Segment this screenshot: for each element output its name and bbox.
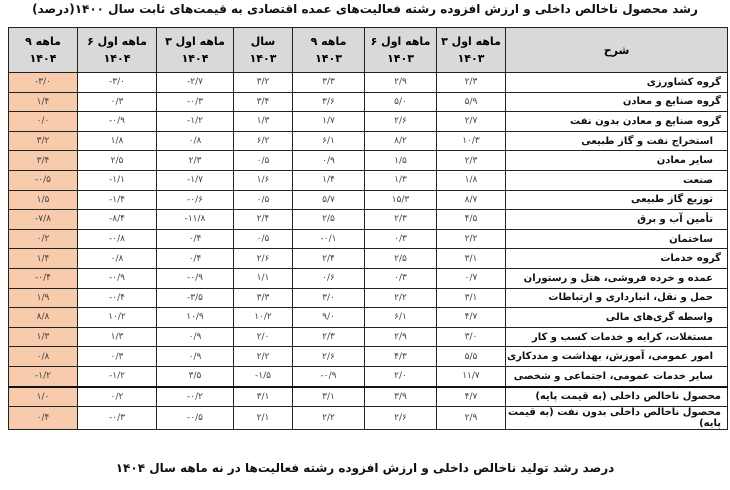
- value-cell-highlighted: -۱/۲: [9, 366, 78, 386]
- column-header: [9, 28, 78, 73]
- value-cell: ۳/۰: [437, 327, 506, 347]
- header-year: ۱۴۰۴: [181, 52, 209, 65]
- value-cell: ۳/۳: [234, 288, 293, 308]
- header-period: سال: [250, 35, 276, 48]
- value-cell: ۴/۵: [437, 210, 506, 230]
- table-row: [9, 170, 728, 190]
- value-cell: ۸/۷: [437, 190, 506, 210]
- value-cell: ۹/۰: [293, 308, 365, 328]
- value-cell-highlighted: ۱/۳: [9, 327, 78, 347]
- header-year: ۱۴۰۳: [315, 52, 342, 65]
- row-label: صنعت: [506, 170, 728, 190]
- header-period: ۹ ماهه: [25, 35, 61, 48]
- value-cell: ۲/۴: [234, 210, 293, 230]
- value-cell: ۰/۹: [157, 327, 234, 347]
- value-cell: ۰/۳: [365, 229, 437, 249]
- value-cell: -۰/۹: [157, 268, 234, 288]
- value-cell-highlighted: ۸/۸: [9, 308, 78, 328]
- value-cell: ۱/۳: [365, 170, 437, 190]
- value-cell: ۰/۵: [234, 190, 293, 210]
- table-row: [9, 131, 728, 151]
- value-cell: -۱/۵: [234, 366, 293, 386]
- value-cell: ۰/۹: [293, 151, 365, 171]
- table-row: [9, 73, 728, 93]
- table-row: [9, 288, 728, 308]
- value-cell: -۱۱/۸: [157, 210, 234, 230]
- header-year: ۱۴۰۴: [103, 52, 131, 65]
- value-cell: ۰/۴: [157, 229, 234, 249]
- table-row: [9, 308, 728, 328]
- table-row: [9, 407, 728, 430]
- value-cell: ۴/۷: [437, 387, 506, 407]
- value-cell: ۲/۳: [157, 151, 234, 171]
- row-label: سایر معادن: [506, 151, 728, 171]
- value-cell: ۱/۶: [234, 170, 293, 190]
- value-cell: ۲/۶: [234, 249, 293, 269]
- header-row: [9, 28, 728, 73]
- value-cell: ۰/۲: [78, 387, 157, 407]
- value-cell: ۰/۶: [293, 268, 365, 288]
- value-cell: ۴/۷: [437, 308, 506, 328]
- value-cell: ۳/۵: [157, 366, 234, 386]
- table-row: [9, 190, 728, 210]
- value-cell: ۰/۳: [365, 268, 437, 288]
- header-year: ۱۴۰۴: [29, 52, 57, 65]
- value-cell: -۰/۳: [78, 407, 157, 430]
- value-cell: ۱/۷: [293, 112, 365, 132]
- value-cell-highlighted: ۱/۹: [9, 288, 78, 308]
- row-label: محصول ناخالص داخلی بدون نفت (به قیمت پایه): [506, 407, 728, 430]
- value-cell: ۲/۲: [437, 229, 506, 249]
- value-cell-highlighted: -۷/۸: [9, 210, 78, 230]
- row-label: استخراج نفت و گاز طبیعی: [506, 131, 728, 151]
- table-row: [9, 210, 728, 230]
- value-cell: ۵/۰: [365, 92, 437, 112]
- table-row: [9, 366, 728, 386]
- column-header: [78, 28, 157, 73]
- row-label: گروه کشاورزی: [506, 73, 728, 93]
- header-year: ۱۴۰۳: [387, 52, 414, 65]
- value-cell: ۲/۵: [293, 210, 365, 230]
- value-cell-highlighted: ۱/۵: [9, 190, 78, 210]
- header-year: ۱۴۰۳: [457, 52, 485, 65]
- value-cell: ۳/۲: [234, 73, 293, 93]
- value-cell: ۳/۹: [365, 387, 437, 407]
- value-cell-highlighted: ۳/۴: [9, 151, 78, 171]
- row-label: عمده و خرده فروشی، هتل و رستوران: [506, 268, 728, 288]
- table-row: [9, 151, 728, 171]
- row-label: حمل و نقل، انبارداری و ارتباطات: [506, 288, 728, 308]
- value-cell: ۱/۳: [234, 112, 293, 132]
- value-cell: ۲/۲: [365, 288, 437, 308]
- value-cell: ۰/۵: [234, 229, 293, 249]
- value-cell: ۰/۵: [234, 151, 293, 171]
- value-cell: ۱۱/۷: [437, 366, 506, 386]
- table-row: [9, 387, 728, 407]
- value-cell: ۱/۵: [365, 151, 437, 171]
- column-header: [437, 28, 506, 73]
- row-label: گروه صنایع و معادن: [506, 92, 728, 112]
- value-cell: ۰/۸: [78, 249, 157, 269]
- value-cell: ۵/۷: [293, 190, 365, 210]
- value-cell: ۲/۹: [365, 73, 437, 93]
- value-cell: ۶/۱: [365, 308, 437, 328]
- value-cell: ۲/۳: [437, 73, 506, 93]
- value-cell: -۱/۴: [78, 190, 157, 210]
- value-cell: -۱/۷: [157, 170, 234, 190]
- value-cell: ۲/۵: [78, 151, 157, 171]
- value-cell: ۰/۴: [157, 249, 234, 269]
- value-cell: ۳/۱: [234, 387, 293, 407]
- value-cell: ۰/۳: [78, 92, 157, 112]
- value-cell-highlighted: ۱/۴: [9, 249, 78, 269]
- row-label: گروه صنایع و معادن بدون نفت: [506, 112, 728, 132]
- value-cell: ۲/۶: [365, 112, 437, 132]
- table-row: [9, 249, 728, 269]
- row-label: امور عمومی، آموزش، بهداشت و مددکاری: [506, 347, 728, 367]
- value-cell: -۰/۱: [293, 229, 365, 249]
- value-cell: -۰/۳: [157, 92, 234, 112]
- header-period: ۳ ماهه اول: [165, 35, 225, 48]
- header-period: ۶ ماهه اول: [370, 35, 431, 48]
- header-year: ۱۴۰۳: [249, 52, 277, 65]
- value-cell: -۱/۲: [157, 112, 234, 132]
- value-cell: ۲/۲: [293, 407, 365, 430]
- value-cell: ۱/۳: [78, 327, 157, 347]
- value-cell: -۸/۴: [78, 210, 157, 230]
- value-cell: -۱/۱: [78, 170, 157, 190]
- value-cell: -۲/۷: [157, 73, 234, 93]
- value-cell: ۱/۸: [437, 170, 506, 190]
- value-cell: ۳/۱: [293, 387, 365, 407]
- value-cell: ۳/۱: [437, 288, 506, 308]
- table-row: [9, 112, 728, 132]
- header-period: ۶ ماهه اول: [87, 35, 147, 48]
- value-cell: ۱۰/۹: [157, 308, 234, 328]
- value-cell: ۲/۹: [437, 407, 506, 430]
- row-label: توزیع گاز طبیعی: [506, 190, 728, 210]
- column-header: [293, 28, 365, 73]
- value-cell-highlighted: ۰/۴: [9, 407, 78, 430]
- value-cell: ۲/۹: [365, 327, 437, 347]
- row-label: سایر خدمات عمومی، اجتماعی و شخصی: [506, 366, 728, 386]
- value-cell: ۲/۰: [234, 327, 293, 347]
- value-cell: -۰/۹: [293, 366, 365, 386]
- value-cell: ۱۰/۲: [78, 308, 157, 328]
- value-cell: ۰/۸: [157, 131, 234, 151]
- row-label: گروه خدمات: [506, 249, 728, 269]
- table-row: [9, 347, 728, 367]
- value-cell: ۱۰/۲: [234, 308, 293, 328]
- value-cell-highlighted: -۰/۴: [9, 268, 78, 288]
- value-cell: ۲/۶: [293, 347, 365, 367]
- row-label: ساختمان: [506, 229, 728, 249]
- column-header: [157, 28, 234, 73]
- value-cell: ۴/۳: [365, 347, 437, 367]
- value-cell-highlighted: ۳/۲: [9, 131, 78, 151]
- value-cell: -۳/۰: [78, 73, 157, 93]
- value-cell: -۰/۹: [78, 112, 157, 132]
- value-cell: ۶/۱: [293, 131, 365, 151]
- value-cell: ۱۰/۳: [437, 131, 506, 151]
- caption: درصد رشد تولید ناخالص داخلی و ارزش افزوده رشته فعالیت‌ها در نه ماهه سال ۱۴۰۴: [115, 461, 615, 475]
- value-cell: ۸/۲: [365, 131, 437, 151]
- value-cell: ۳/۳: [293, 73, 365, 93]
- value-cell: -۰/۵: [157, 407, 234, 430]
- value-cell-highlighted: ۱/۰: [9, 387, 78, 407]
- row-label: محصول ناخالص داخلی (به قیمت پایه): [506, 387, 728, 407]
- value-cell: ۵/۹: [437, 92, 506, 112]
- value-cell-highlighted: ۰/۲: [9, 229, 78, 249]
- header-description: [506, 28, 728, 73]
- value-cell: ۲/۱: [234, 407, 293, 430]
- value-cell-highlighted: ۱/۴: [9, 92, 78, 112]
- value-cell: ۲/۴: [293, 249, 365, 269]
- value-cell-highlighted: ۰/۰: [9, 112, 78, 132]
- column-header: [365, 28, 437, 73]
- value-cell: ۲/۶: [365, 407, 437, 430]
- value-cell: ۰/۷: [437, 268, 506, 288]
- value-cell: -۰/۹: [78, 268, 157, 288]
- value-cell: ۰/۳: [78, 347, 157, 367]
- value-cell: ۱/۸: [78, 131, 157, 151]
- value-cell: -۰/۲: [157, 387, 234, 407]
- value-cell: -۰/۸: [78, 229, 157, 249]
- value-cell: ۲/۳: [293, 327, 365, 347]
- table-title: رشد محصول ناخالص داخلی و ارزش افزوده رشته فعالیت‌های عمده اقتصادی به قیمت‌های ثابت سال ۱۴۰۰(درصد): [32, 2, 698, 16]
- row-label: واسطه گری‌های مالی: [506, 308, 728, 328]
- value-cell: ۱۵/۳: [365, 190, 437, 210]
- value-cell: ۳/۶: [293, 92, 365, 112]
- value-cell: ۱/۱: [234, 268, 293, 288]
- value-cell-highlighted: -۰/۵: [9, 170, 78, 190]
- value-cell: ۱/۴: [293, 170, 365, 190]
- value-cell: -۰/۶: [157, 190, 234, 210]
- value-cell: -۰/۴: [78, 288, 157, 308]
- value-cell: ۲/۳: [365, 210, 437, 230]
- value-cell-highlighted: ۰/۸: [9, 347, 78, 367]
- table-row: [9, 92, 728, 112]
- value-cell: ۳/۰: [293, 288, 365, 308]
- value-cell: ۳/۱: [437, 249, 506, 269]
- table-row: [9, 268, 728, 288]
- header-period: شرح: [603, 43, 630, 57]
- value-cell: -۳/۵: [157, 288, 234, 308]
- value-cell: ۶/۲: [234, 131, 293, 151]
- gdp-growth-table: [8, 27, 728, 430]
- value-cell: ۲/۵: [365, 249, 437, 269]
- value-cell: -۱/۲: [78, 366, 157, 386]
- value-cell: ۵/۵: [437, 347, 506, 367]
- value-cell: ۳/۴: [234, 92, 293, 112]
- value-cell: ۲/۰: [365, 366, 437, 386]
- header-period: ۹ ماهه: [310, 35, 347, 48]
- row-label: تأمین آب و برق: [506, 210, 728, 230]
- value-cell: ۲/۲: [234, 347, 293, 367]
- value-cell-highlighted: -۳/۰: [9, 73, 78, 93]
- table-row: [9, 229, 728, 249]
- column-header: [234, 28, 293, 73]
- value-cell: ۰/۹: [157, 347, 234, 367]
- row-label: مستغلات، کرایه و خدمات کسب و کار: [506, 327, 728, 347]
- value-cell: ۲/۷: [437, 112, 506, 132]
- table-row: [9, 327, 728, 347]
- value-cell: ۲/۳: [437, 151, 506, 171]
- header-period: ۳ ماهه اول: [441, 35, 501, 48]
